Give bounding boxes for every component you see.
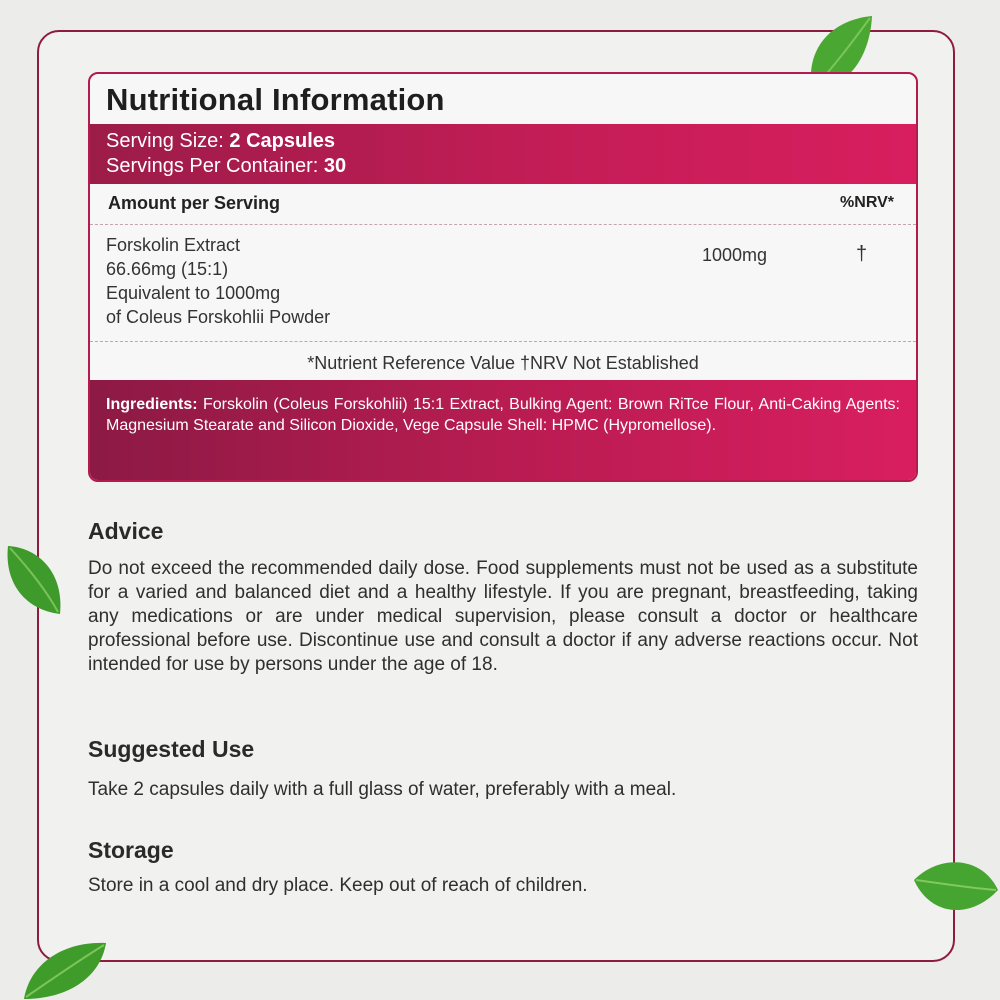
suggested-use-title: Suggested Use bbox=[88, 736, 255, 762]
table-row bbox=[90, 225, 916, 342]
panel-title: Nutritional Information bbox=[106, 82, 445, 117]
advice-title: Advice bbox=[88, 518, 164, 544]
leaf-icon bbox=[910, 850, 1000, 930]
leaf-icon bbox=[20, 935, 110, 1000]
leaf-icon bbox=[0, 540, 70, 620]
serving-size: Serving Size: 2 Capsules bbox=[106, 130, 335, 152]
storage-text: Store in a cool and dry place. Keep out of reach of children. bbox=[88, 875, 588, 896]
header-nrv: %NRV* bbox=[840, 194, 894, 211]
header-amount: Amount per Serving bbox=[108, 193, 281, 213]
ingredients-label: Ingredients: bbox=[106, 396, 198, 413]
item-name: Forskolin Extract 66.66mg (15:1) Equivalent to 1000mg of Coleus Forskohlii Powder bbox=[106, 235, 331, 327]
table-header bbox=[90, 184, 916, 225]
item-amount: 1000mg bbox=[702, 245, 768, 265]
footnote: *Nutrient Reference Value †NRV Not Established bbox=[307, 353, 699, 373]
suggested-use-text: Take 2 capsules daily with a full glass of water, preferably with a meal. bbox=[88, 779, 677, 800]
item-nrv: † bbox=[856, 243, 868, 265]
serving-info bbox=[90, 124, 916, 184]
ingredients-text: Forskolin (Coleus Forskohlii) 15:1 Extract, Bulking Agent: Brown RiTce Flour, Anti-Caking Agents: Magnesium Stearate and Silicon Dioxide, Vege Capsule Shell: HPMC (Hypromellose). bbox=[106, 396, 900, 434]
ingredients bbox=[90, 380, 916, 480]
advice-text: Do not exceed the recommended daily dose. Food supplements must not be used as a substitute for a varied and balanced diet and a healthy lifestyle. If you are pregnant, breastfeeding, taking any medications or are under medical supervision, please consult a doctor or healthcare professional before use. Discontinue use and consult a doctor if any adverse reactions occur. Not intended for use by persons under the age of 18. bbox=[88, 558, 918, 675]
servings-per-container: Servings Per Container: 30 bbox=[106, 155, 347, 177]
nutrition-panel bbox=[88, 72, 918, 482]
storage-title: Storage bbox=[88, 837, 174, 863]
